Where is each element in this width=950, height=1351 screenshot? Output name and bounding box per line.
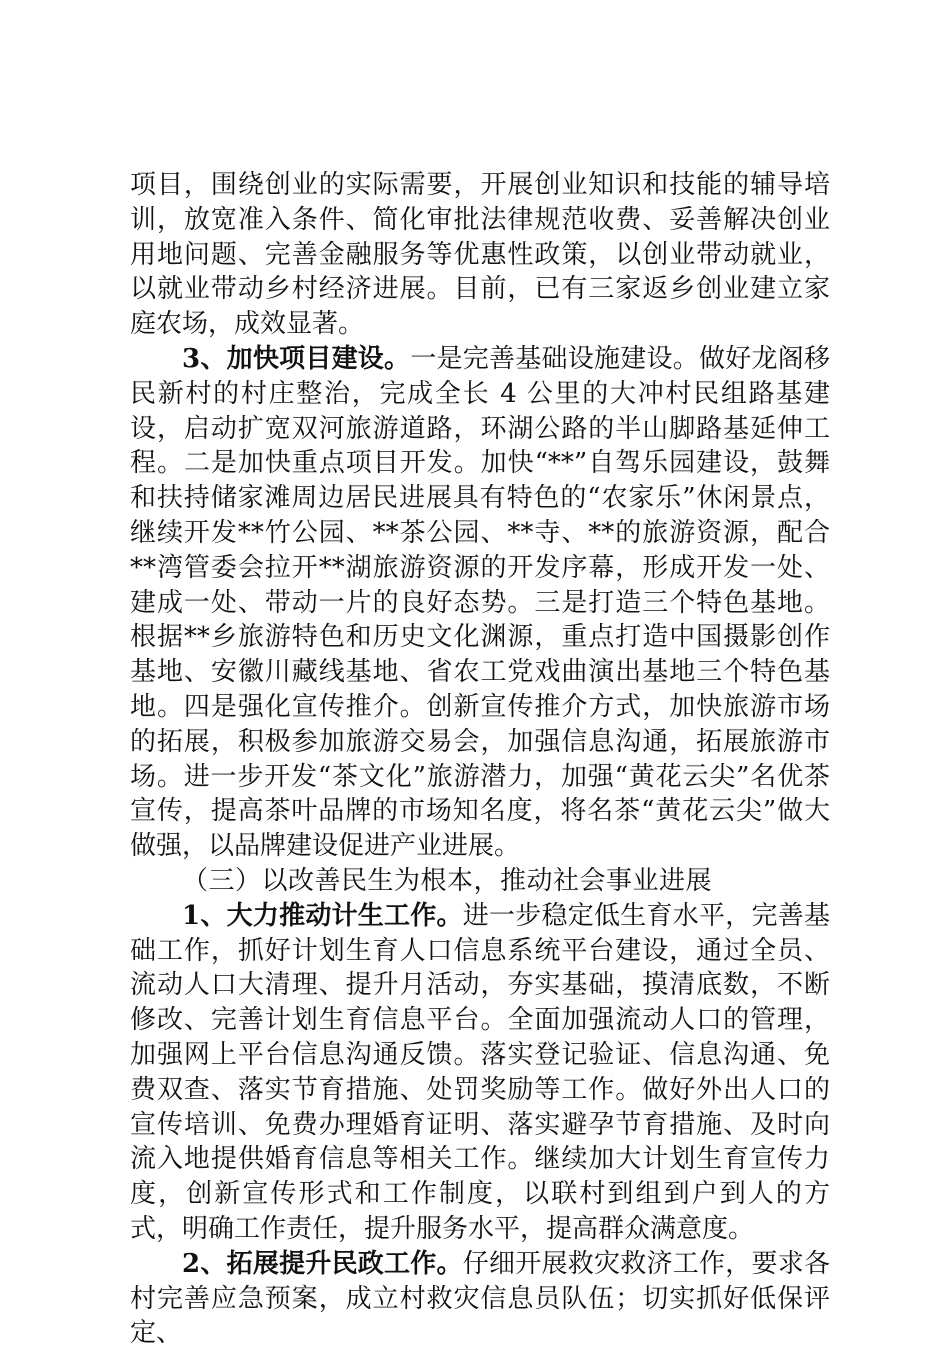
paragraph-text: 进一步稳定低生育水平，完善基础工作，抓好计划生育人口信息系统平台建设，通过全员、流动人口大清理、提升月活动，夯实基础，摸清底数，不断修改、完善计划生育信息平台。全面加强流动人口的管理，加强网上平台信息沟通反馈。落实登记验证、信息沟通、免费双查、落实节育措施、处罚奖励等工作。做好外出人口的宣传培训、免费办理婚育证明、落实避孕节育措施、及时向流入地提供婚育信息等相关工作。继续加大计划生育宣传力度，创新宣传形式和工作制度，以联村到组到户到人的方式，明确工作责任，提升服务水平，提高群众满意度。 (130, 900, 830, 1244)
paragraph-lead: 1、大力推动计生工作。 (182, 900, 463, 931)
paragraph-project-construction (130, 342, 830, 864)
paragraph-continuation (130, 168, 830, 342)
paragraph-lead: 2、拓展提升民政工作。 (182, 1248, 463, 1279)
paragraph-text: 一是完善基础设施建设。做好龙阁移民新村的村庄整治，完成全长 4 公里的大冲村民组路基建设，启动扩宽双河旅游道路，环湖公路的半山脚路基延伸工程。二是加快重点项目开发。加快“**”自驾乐园建设，鼓舞和扶持储家滩周边居民进展具有特色的“农家乐”休闲景点，继续开发**竹公园、**茶公园、**寺、**的旅游资源，配合**湾管委会拉开**湖旅游资源的开发序幕，形成开发一处、建成一处、带动一片的良好态势。三是打造三个特色基地。根据**乡旅游特色和历史文化渊源，重点打造中国摄影创作基地、安徽川藏线基地、省农工党戏曲演出基地三个特色基地。四是强化宣传推介。创新宣传推介方式，加快旅游市场的拓展，积极参加旅游交易会，加强信息沟通，拓展旅游市场。进一步开发“茶文化”旅游潜力，加强“黄花云尖”名优茶宣传，提高茶叶品牌的市场知名度，将名茶“黄花云尖”做大做强，以品牌建设促进产业进展。 (130, 343, 830, 862)
section-heading-text: （三）以改善民生为根本，推动社会事业进展 (182, 865, 713, 896)
paragraph-civil-affairs (130, 1247, 830, 1351)
paragraph-family-planning (130, 899, 830, 1247)
paragraph-lead: 3、加快项目建设。 (182, 343, 411, 374)
paragraph-text: 仔细开展救灾救济工作，要求各村完善应急预案，成立村救灾信息员队伍；切实抓好低保评定、 (130, 1248, 830, 1349)
paragraph-text: 项目，围绕创业的实际需要，开展创业知识和技能的辅导培训，放宽准入条件、简化审批法律规范收费、妥善解决创业用地问题、完善金融服务等优惠性政策，以创业带动就业，以就业带动乡村经济进展。目前，已有三家返乡创业建立家庭农场，成效显著。 (130, 170, 830, 340)
document-page (130, 168, 830, 1351)
section-heading (130, 864, 830, 899)
